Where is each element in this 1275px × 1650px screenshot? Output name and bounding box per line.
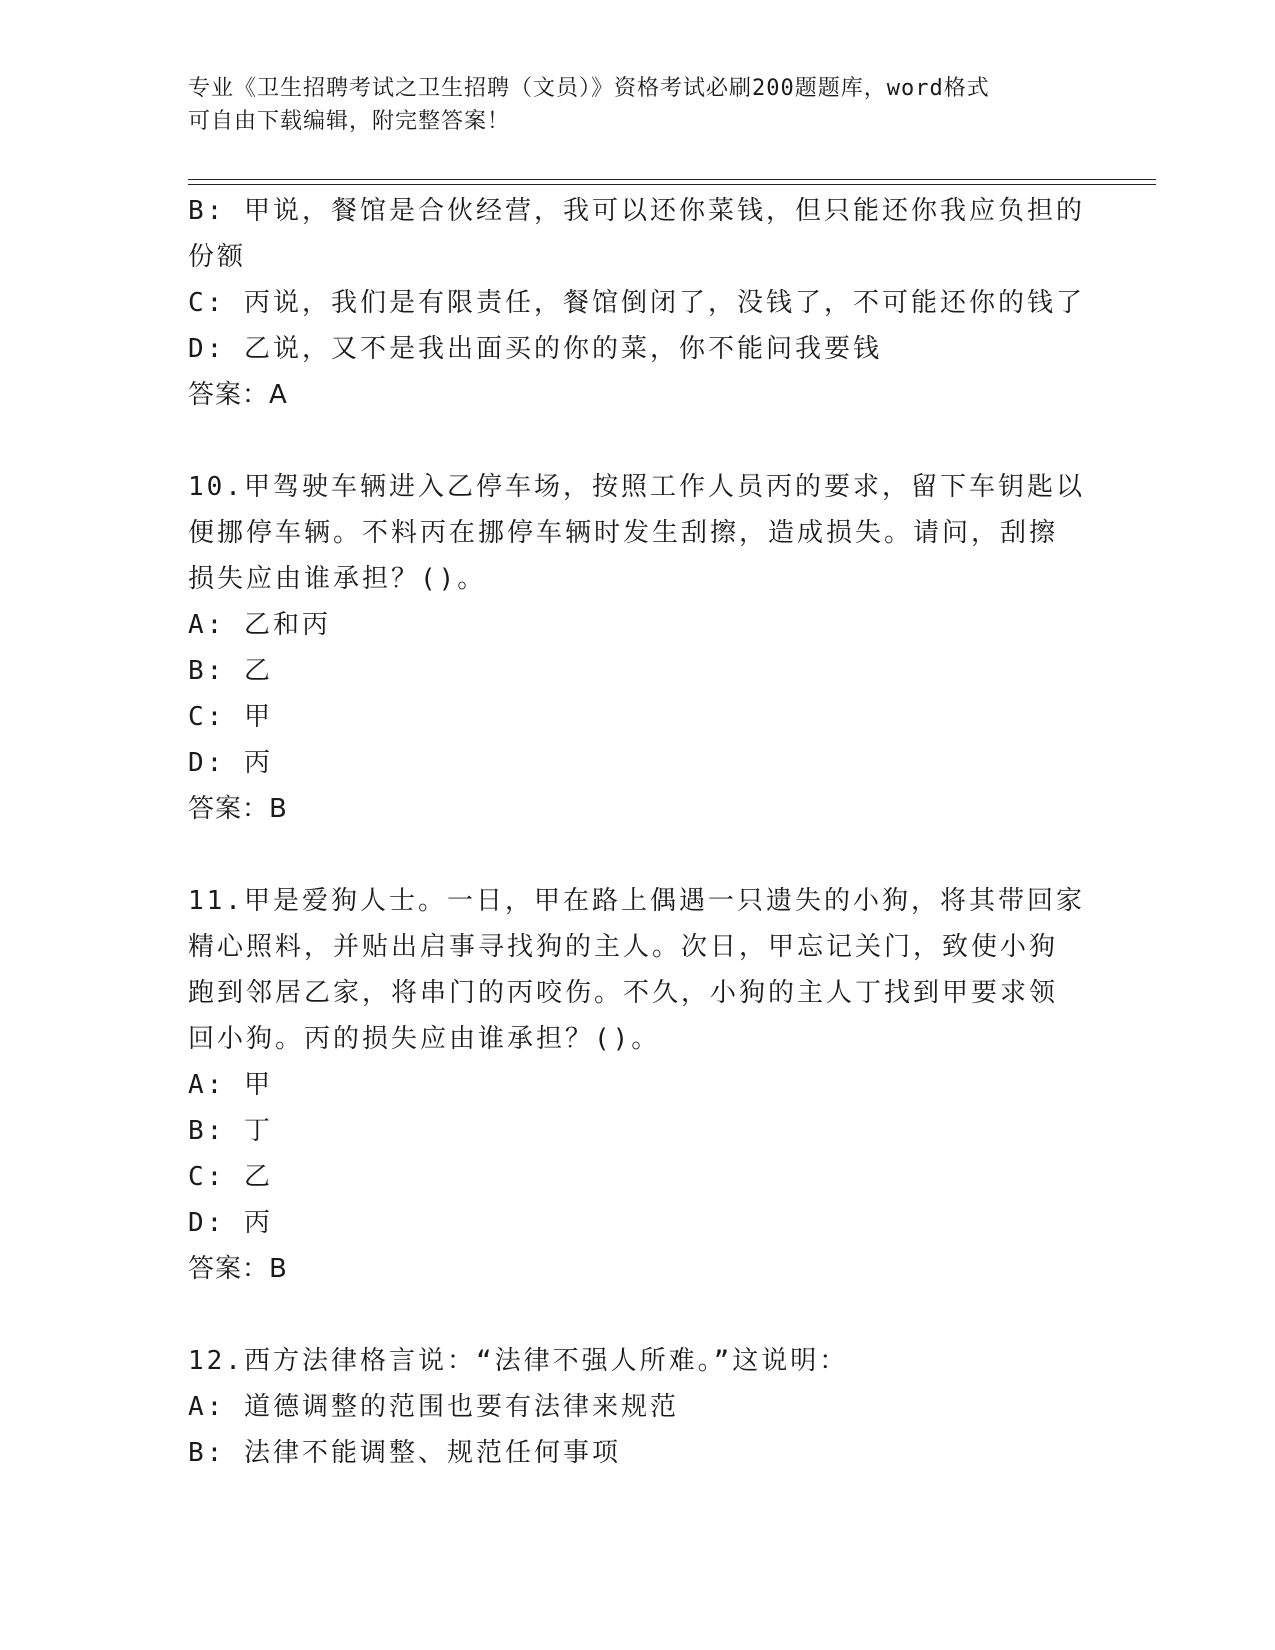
q9-option-b-line-1: B: 甲说，餐馆是合伙经营，我可以还你菜钱，但只能还你我应负担的 [188, 196, 1085, 226]
q11-option-c: C: 乙 [188, 1162, 273, 1192]
q9-answer: 答案：A [188, 380, 288, 410]
q10-option-d: D: 丙 [188, 748, 273, 778]
question-11 [188, 878, 1088, 1292]
document-body [188, 188, 1088, 1476]
question-9 [188, 188, 1088, 418]
q11-option-d: D: 丙 [188, 1208, 273, 1238]
q11-option-b: B: 丁 [188, 1116, 273, 1146]
question-12 [188, 1338, 1088, 1476]
page-header [188, 72, 1068, 138]
q10-option-c: C: 甲 [188, 702, 273, 732]
q11-stem-line-3: 跑到邻居乙家，将串门的丙咬伤。不久，小狗的主人丁找到甲要求领 [188, 978, 1059, 1008]
q11-stem-line-1: 11.甲是爱狗人士。一日，甲在路上偶遇一只遗失的小狗，将其带回家 [188, 886, 1085, 916]
q11-option-a: A: 甲 [188, 1070, 273, 1100]
q10-stem-line-2: 便挪停车辆。不料丙在挪停车辆时发生刮擦，造成损失。请问，刮擦 [188, 518, 1059, 548]
header-divider-bottom [188, 184, 1156, 185]
q12-stem-line-1: 12.西方法律格言说：“法律不强人所难。”这说明： [188, 1346, 849, 1376]
spacer [188, 832, 1088, 878]
header-divider-top [188, 179, 1156, 180]
q11-stem-line-2: 精心照料，并贴出启事寻找狗的主人。次日，甲忘记关门，致使小狗 [188, 932, 1059, 962]
header-line-2: 可自由下载编辑，附完整答案！ [188, 109, 511, 134]
header-line-1: 专业《卫生招聘考试之卫生招聘（文员）》资格考试必刷200题题库，word格式 [188, 76, 990, 101]
spacer [188, 1292, 1088, 1338]
question-10 [188, 464, 1088, 832]
q12-option-a: A: 道德调整的范围也要有法律来规范 [188, 1392, 679, 1422]
q11-answer: 答案：B [188, 1254, 288, 1284]
q10-stem-line-3: 损失应由谁承担？()。 [188, 564, 487, 594]
spacer [188, 418, 1088, 464]
q9-option-d: D: 乙说，又不是我出面买的你的菜，你不能问我要钱 [188, 334, 882, 364]
q10-answer: 答案：B [188, 794, 288, 824]
q9-option-b-line-2: 份额 [188, 242, 247, 272]
q11-stem-line-4: 回小狗。丙的损失应由谁承担？()。 [188, 1024, 661, 1054]
q12-option-b: B: 法律不能调整、规范任何事项 [188, 1438, 621, 1468]
q10-option-b: B: 乙 [188, 656, 273, 686]
q10-stem-line-1: 10.甲驾驶车辆进入乙停车场，按照工作人员丙的要求，留下车钥匙以 [188, 472, 1085, 502]
q9-option-c: C: 丙说，我们是有限责任，餐馆倒闭了，没钱了，不可能还你的钱了 [188, 288, 1085, 318]
q10-option-a: A: 乙和丙 [188, 610, 331, 640]
